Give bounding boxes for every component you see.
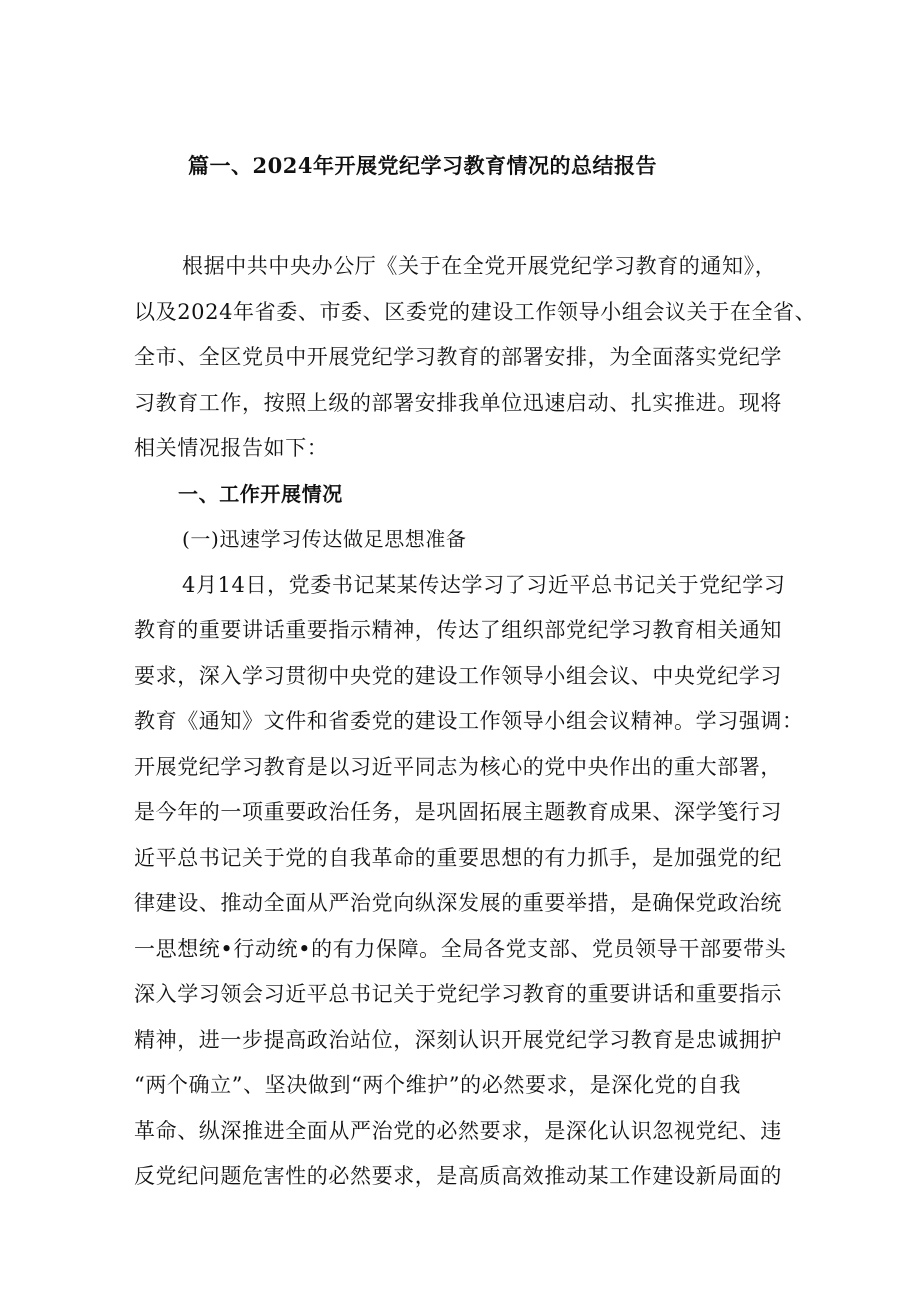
paragraph-line: 教育的重要讲话重要指示精神，传达了组织部党纪学习教育相关通知: [134, 618, 782, 642]
paragraph-line: 教育《通知》文件和省委党的建设工作领导小组会议精神。学习强调：: [134, 709, 804, 733]
paragraph-line: 深入学习领会习近平总书记关于党纪学习教育的重要讲话和重要指示: [134, 982, 782, 1006]
paragraph-line: 相关情况报告如下：: [134, 436, 329, 460]
document-title: 篇一、2024年开展党纪学习教育情况的总结报告: [188, 153, 657, 178]
paragraph-line: “两个确立”、坚决做到“两个维护”的必然要求，是深化党的自我: [134, 1073, 741, 1097]
paragraph-line: 一思想统•行动统•的有力保障。全局各党支部、党员领导干部要带头: [134, 936, 787, 961]
paragraph-line: 开展党纪学习教育是以习近平同志为核心的党中央作出的重大部署，: [134, 754, 782, 779]
document-body: [134, 244, 817, 1200]
paragraph-line: 4月14日，党委书记某某传达学习了习近平总书记关于党纪学习: [182, 572, 786, 597]
subsection-heading: (一)迅速学习传达做足思想准备: [182, 527, 467, 551]
paragraph-line: 近平总书记关于党的自我革命的重要思想的有力抓手，是加强党的纪: [134, 845, 782, 870]
paragraph-line: 革命、纵深推进全面从严治党的必然要求，是深化认识忽视党纪、违: [134, 1118, 782, 1143]
paragraph-line: 律建设、推动全面从严治党向纵深发展的重要举措，是确保党政治统: [134, 891, 782, 915]
paragraph-line: 要求，深入学习贯彻中央党的建设工作领导小组会议、中央党纪学习: [134, 663, 782, 688]
paragraph-line: 是今年的一项重要政治任务，是巩固拓展主题教育成果、深学笺行习: [134, 800, 782, 824]
paragraph-line: 根据中共中央办公厅《关于在全党开展党纪学习教育的通知》，: [182, 254, 777, 278]
paragraph-line: 反党纪问题危害性的必然要求，是高质高效推动某工作建设新局面的: [134, 1164, 782, 1188]
paragraph-line: 全市、全区党员中开展党纪学习教育的部署安排，为全面落实党纪学: [134, 345, 782, 369]
paragraph-line: 精神，进一步提高政治站位，深刻认识开展党纪学习教育是忠诚拥护: [134, 1027, 782, 1052]
paragraph-line: 习教育工作，按照上级的部署安排我单位迅速启动、扎实推进。现将: [134, 390, 782, 415]
paragraph-line: 以及2024年省委、市委、区委党的建设工作领导小组会议关于在全省、: [134, 299, 817, 324]
section-heading: 一、工作开展情况: [178, 481, 343, 506]
